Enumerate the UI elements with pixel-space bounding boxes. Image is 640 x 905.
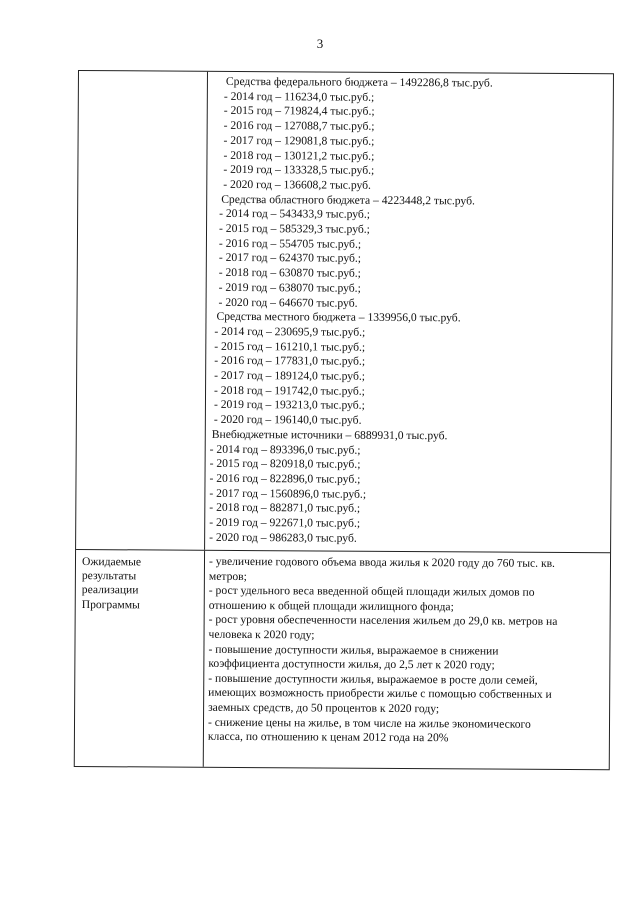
federal-year-line: - 2017 год – 129081,8 тыс.руб.; — [223, 133, 375, 148]
result-line: - рост удельного веса введенной общей площади жилых домов по — [208, 583, 535, 599]
result-line: - увеличение годового объема ввода жилья к 2020 году до 760 тыс. кв. — [208, 554, 556, 570]
regional-year-line: - 2015 год – 585329,3 тыс.руб.; — [218, 221, 370, 236]
federal-year-line: - 2015 год – 719824,4 тыс.руб.; — [223, 104, 375, 119]
label-line: Ожидаемые — [81, 555, 142, 569]
label-line: Программы — [81, 597, 140, 611]
result-line: метров; — [208, 569, 247, 583]
regional-year-line: - 2014 год – 543433,9 тыс.руб.; — [219, 207, 371, 222]
regional-year-line: - 2018 год – 630870 тыс.руб.; — [218, 265, 361, 280]
result-line: класса, по отношению к ценам 2012 года на 20% — [207, 729, 449, 745]
regional-year-line: - 2019 год – 638070 тыс.руб.; — [218, 280, 361, 295]
extrabudgetary-year-line: - 2017 год – 1560896,0 тыс.руб.; — [209, 486, 367, 501]
result-line: человека к 2020 году; — [208, 627, 315, 642]
result-line: - повышение доступности жилья, выражаемое в снижении — [208, 642, 499, 658]
regional-year-line: - 2017 год – 624370 тыс.руб.; — [218, 251, 362, 266]
funding-content-cell — [205, 72, 613, 552]
page-number: 3 — [316, 36, 324, 51]
label-line: результаты — [81, 569, 137, 583]
extrabudgetary-year-line: - 2018 год – 882871,0 тыс.руб.; — [209, 501, 361, 516]
funding-row — [76, 71, 613, 553]
results-content-cell — [204, 551, 610, 769]
result-line: имеющих возможность приобрести жилье с помощью собственных и — [208, 686, 552, 702]
local-budget-heading: Средства местного бюджета – 1339956,0 тыс.руб. — [216, 310, 461, 325]
results-row — [75, 550, 610, 769]
result-line: - снижение цены на жилье, в том числе на жилье экономического — [207, 715, 531, 731]
extrabudgetary-year-line: - 2019 год – 922671,0 тыс.руб.; — [209, 515, 361, 530]
local-year-line: - 2018 год – 191742,0 тыс.руб.; — [214, 383, 365, 398]
regional-year-line: - 2016 год – 554705 тыс.руб.; — [218, 236, 362, 251]
local-year-line: - 2016 год – 177831,0 тыс.руб.; — [214, 354, 366, 369]
results-label — [82, 555, 141, 612]
regional-budget-heading: Средства областного бюджета – 4223448,2 тыс.руб. — [221, 192, 475, 208]
extrabudgetary-year-line: - 2016 год – 822896,0 тыс.руб.; — [209, 471, 361, 486]
federal-year-line: - 2018 год – 130121,2 тыс.руб.; — [223, 148, 375, 163]
extrabudgetary-budget-heading: Внебюджетные источники – 6889931,0 тыс.руб. — [211, 427, 448, 443]
local-year-line: - 2019 год – 193213,0 тыс.руб.; — [213, 398, 365, 413]
local-year-line: - 2015 год – 161210,1 тыс.руб.; — [214, 339, 366, 354]
result-line: - повышение доступности жилья, выражаемое в росте доли семей, — [208, 671, 538, 687]
local-year-line: - 2020 год – 196140,0 тыс.руб. — [213, 412, 362, 427]
federal-year-line: - 2016 год – 127088,7 тыс.руб.; — [223, 118, 375, 133]
federal-budget-heading: Средства федерального бюджета – 1492286,8 тыс.руб. — [225, 74, 493, 90]
program-passport-table — [74, 70, 614, 770]
regional-year-line: - 2020 год – 646670 тыс.руб. — [218, 295, 358, 310]
federal-year-line: - 2020 год – 136608,2 тыс.руб. — [223, 177, 371, 192]
result-line: - рост уровня обеспеченности населения жильем до 29,0 кв. метров на — [208, 613, 558, 629]
result-line: отношению к общей площади жилищного фонда; — [208, 598, 454, 614]
local-year-line: - 2014 год – 230695,9 тыс.руб.; — [214, 324, 366, 339]
federal-year-line: - 2014 год – 116234,0 тыс.руб.; — [223, 89, 375, 104]
local-year-line: - 2017 год – 189124,0 тыс.руб.; — [214, 368, 366, 383]
label-line: реализации — [81, 583, 139, 597]
extrabudgetary-year-line: - 2020 год – 986283,0 тыс.руб. — [209, 530, 357, 545]
extrabudgetary-year-line: - 2015 год – 820918,0 тыс.руб.; — [209, 456, 361, 471]
result-line: коэффициента доступности жилья, до 2,5 лет к 2020 году; — [208, 656, 495, 672]
extrabudgetary-year-line: - 2014 год – 893396,0 тыс.руб.; — [209, 442, 361, 457]
federal-year-line: - 2019 год – 133328,5 тыс.руб.; — [223, 163, 375, 177]
results-label-cell — [75, 550, 205, 767]
funding-label-cell — [76, 71, 208, 550]
result-line: заемных средств, до 50 процентов к 2020 году; — [208, 700, 440, 716]
